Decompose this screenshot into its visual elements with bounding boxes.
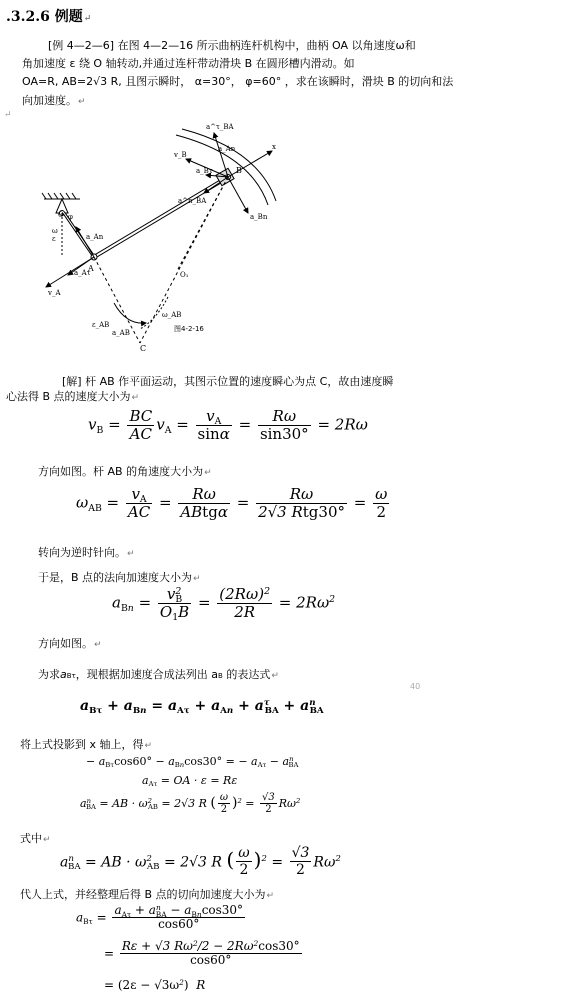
- equation-aBt-3: = $(2\varepsilon - √3\omega^2)$ R: [104, 977, 206, 992]
- label-aAB: a_AB: [112, 329, 130, 337]
- label-omega: ω: [52, 227, 58, 235]
- equation-aBt-2: = $\frac{R\varepsilon + √3 R\omega^2/2 - 2R\omega^2\cos 30^\circ}{\cos 60^\circ}$: [104, 938, 300, 968]
- final-intro: 代人上式，并经整理后得 B 点的切向加速度大小为↵: [20, 888, 275, 901]
- equation-aBn: $a_{Bn}$ = $\frac{v^2_B}{O_1B}$ = $\frac{(2R\omega)^2}{2R}$ = $2R\omega^2$: [112, 585, 336, 623]
- label-A: A: [88, 264, 94, 273]
- problem-line-3: OA=R, AB=2√3 R, 且图示瞬时， α=30°， φ=60° ，求在该瞬时，滑块 B 的切向和法: [22, 75, 454, 88]
- label-eAB: ε_AB: [92, 321, 110, 329]
- label-O1: O₁: [180, 271, 189, 279]
- solution-intro-2: 心法得 B 点的速度大小为↵: [6, 390, 140, 403]
- seek-note: 为求aBτ，现根据加速度合成法列出 aB 的表达式↵: [38, 668, 279, 681]
- label-eps: ε: [52, 235, 56, 243]
- ground-support: [42, 193, 80, 199]
- label-aAn: a_An: [218, 145, 236, 153]
- label-vA: v_A: [48, 289, 61, 297]
- label-aAt: a_Aτ: [74, 269, 91, 277]
- label-vB: v_B: [174, 151, 187, 159]
- equation-omegaAB: $\omega_{AB}$ = $\frac{v_A}{AC}$ = $\frac{R\omega}{\text{ABtgα}}$ = $\frac{R\omega}{\text{2√3 Rtg30°}}$ = $\frac{\omega}{2}$: [76, 485, 388, 521]
- equation-aBAn-small: $a^n_{BA}$ = AB · $\omega^2_{AB} = 2√3$ R ( $\frac{\omega}{2}$ )$^2$ = $\frac{√3}{2}$ $R\omega^2$: [80, 792, 301, 815]
- equation-aAt: $a_{A\tau}$ = OA · ε = Rε: [142, 774, 238, 789]
- label-aAn2: a_An: [86, 233, 104, 241]
- solution-intro-1: [解] 杆 AB 作平面运动，其图示位置的速度瞬心为点 C，故由速度瞬: [62, 375, 394, 388]
- projection-note: 将上式投影到 x 轴上，得↵: [20, 738, 153, 751]
- label-aBA-t: a^τ_BA: [206, 123, 234, 131]
- mechanism-figure: [36, 115, 336, 355]
- equation-aBt-1: $a_{B\tau}$ = $\frac{a_{A\tau} + a^n_{BA} - a_{Bn}\cos 30^\circ}{\cos 60^\circ}$: [76, 902, 244, 932]
- rotation-note: 转向为逆时针向。↵: [38, 546, 135, 559]
- problem-line-2: 角加速度 ε 绕 O 轴转动,并通过连杆带动滑块 B 在圆形槽内滑动。如: [22, 57, 355, 70]
- problem-line-4: 向加速度。↵: [22, 94, 86, 107]
- figure-caption: 图4-2-16: [174, 325, 204, 333]
- label-O: O: [58, 211, 64, 219]
- equation-accel-sum: $a_{B\tau} + a_{Bn} = a_{A\tau} + a_{An} + a^\tau_{BA} + a^n_{BA}$: [80, 698, 324, 717]
- section-title: .3.2.6 例题↵: [6, 9, 92, 25]
- return-mark: ↵: [4, 110, 12, 120]
- label-wAB: ω_AB: [162, 311, 182, 319]
- problem-line-1: [例 4—2—6] 在图 4—2—16 所示曲柄连杆机构中，曲柄 OA 以角速度ω和: [48, 39, 416, 52]
- label-phi: φ: [68, 213, 73, 221]
- label-aBn: a_Bn: [250, 213, 268, 221]
- direction-note-1: 方向如图。杆 AB 的角速度大小为↵: [38, 465, 212, 478]
- label-B: B: [236, 166, 242, 175]
- page-number: 40: [410, 682, 421, 691]
- label-x: x: [272, 143, 276, 151]
- equation-projection: − $a_{B\tau}\cos 60^\circ - a_{Bn}\cos 30^\circ$ = − $a_{A\tau} - a^n_{BA}$: [86, 755, 299, 770]
- label-C: C: [140, 344, 147, 353]
- equation-vB: $v_B$ = $\frac{BC}{AC}$ $v_A$ = $\frac{v_A}{\sin\alpha}$ = $\frac{R\omega}{\sin 30^\circ}$ = 2Rω: [88, 407, 368, 443]
- where-note: 式中↵: [20, 832, 51, 845]
- normal-accel-intro: 于是，B 点的法向加速度大小为↵: [38, 571, 201, 584]
- equation-aBAn: $a^n_{BA}$ = AB · $\omega^2_{AB} = 2√3$ R ( $\frac{\omega}{2}$ )$^2$ = $\frac{√3}{2}$ $R\omega^2$: [60, 845, 341, 879]
- label-aBt: a_Bτ: [196, 167, 213, 175]
- direction-note-2: 方向如图。↵: [38, 637, 102, 650]
- label-aBA-n: a^n_BA: [178, 197, 207, 205]
